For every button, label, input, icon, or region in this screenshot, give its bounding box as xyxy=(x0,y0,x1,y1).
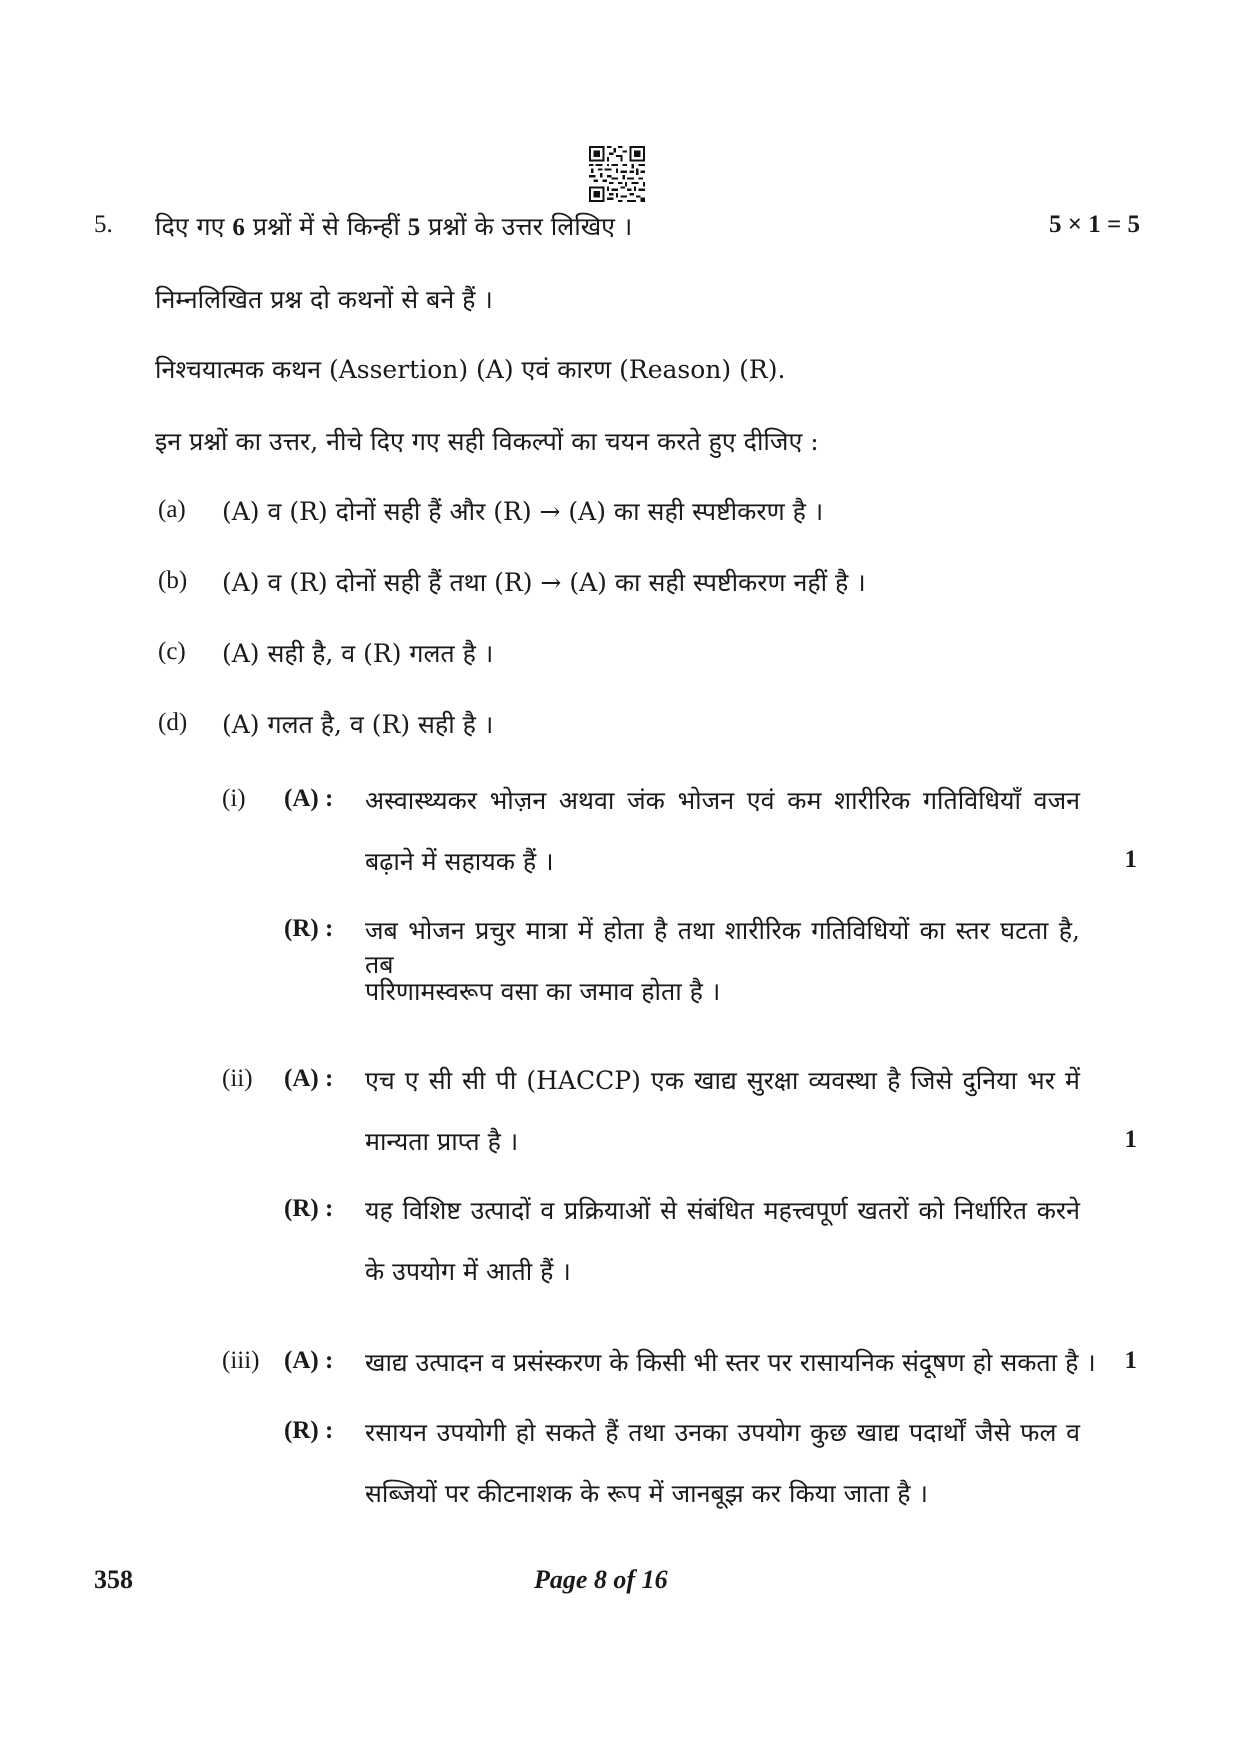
assertion-line1-iii: खाद्य उत्पादन व प्रसंस्करण के किसी भी स्तर पर रासायनिक संदूषण हो सकता है । xyxy=(365,1348,1096,1377)
item-number-iii: (iii) xyxy=(222,1347,260,1374)
reason-line2-i: परिणामस्वरूप वसा का जमाव होता है । xyxy=(365,977,721,1006)
instruction-mid: प्रश्नों में से किन्हीं xyxy=(244,212,408,241)
intro-line-3: इन प्रश्नों का उत्तर, नीचे दिए गए सही विकल्पों का चयन करते हुए दीजिए : xyxy=(155,427,819,456)
footer-code: 358 xyxy=(94,1565,133,1594)
question-instruction xyxy=(155,209,632,243)
assertion-label-ii: (A) : xyxy=(284,1065,334,1092)
assertion-line2-ii: मान्यता प्राप्त है । xyxy=(365,1127,519,1156)
option-label-d: (d) xyxy=(158,709,188,736)
reason-label-ii: (R) : xyxy=(284,1195,334,1222)
instruction-post: प्रश्नों के उत्तर लिखिए । xyxy=(420,212,633,241)
question-number: 5. xyxy=(94,211,113,238)
instruction-num-total: 6 xyxy=(232,214,245,241)
item-marks-i: 1 xyxy=(1124,846,1137,873)
option-text-c: (A) सही है, व (R) गलत है । xyxy=(222,639,494,668)
assertion-line2-i: बढ़ाने में सहायक हैं । xyxy=(365,847,554,876)
option-label-c: (c) xyxy=(158,638,186,665)
assertion-label-i: (A) : xyxy=(284,785,334,812)
question-marks: 5 × 1 = 5 xyxy=(1049,211,1140,238)
option-text-d: (A) गलत है, व (R) सही है । xyxy=(222,710,494,739)
instruction-num-attempt: 5 xyxy=(407,214,421,241)
reason-line2-iii: सब्जियों पर कीटनाशक के रूप में जानबूझ कर किया जाता है । xyxy=(365,1479,928,1508)
reason-line1-i: जब भोजन प्रचुर मात्रा में होता है तथा शारीरिक गतिविधियों का स्तर घटता है, तब xyxy=(365,916,1080,979)
item-number-ii: (ii) xyxy=(222,1065,253,1092)
reason-line1-iii: रसायन उपयोगी हो सकते हैं तथा उनका उपयोग कुछ खाद्य पदार्थों जैसे फल व xyxy=(365,1418,1080,1447)
intro-line-2: निश्चयात्मक कथन (Assertion) (A) एवं कारण (Reason) (R). xyxy=(155,355,786,384)
item-marks-ii: 1 xyxy=(1124,1126,1137,1153)
option-text-a: (A) व (R) दोनों सही हैं और (R) → (A) का सही स्पष्टीकरण है । xyxy=(222,497,824,526)
instruction-pre: दिए गए xyxy=(155,212,233,241)
option-label-b: (b) xyxy=(158,567,188,594)
item-marks-iii: 1 xyxy=(1124,1347,1137,1374)
footer-page-number: Page 8 of 16 xyxy=(534,1565,668,1594)
reason-label-iii: (R) : xyxy=(284,1417,334,1444)
assertion-line1-ii: एच ए सी सी पी (HACCP) एक खाद्य सुरक्षा व्यवस्था है जिसे दुनिया भर में xyxy=(365,1066,1080,1095)
reason-label-i: (R) : xyxy=(284,915,334,942)
option-label-a: (a) xyxy=(158,496,186,523)
assertion-label-iii: (A) : xyxy=(284,1347,334,1374)
option-text-b: (A) व (R) दोनों सही हैं तथा (R) → (A) का सही स्पष्टीकरण नहीं है । xyxy=(222,568,866,597)
item-number-i: (i) xyxy=(222,785,246,812)
reason-line2-ii: के उपयोग में आती हैं । xyxy=(365,1257,571,1286)
intro-line-1: निम्नलिखित प्रश्न दो कथनों से बने हैं । xyxy=(155,285,493,314)
assertion-line1-i: अस्वास्थ्यकर भोज़न अथवा जंक भोजन एवं कम शारीरिक गतिविधियाँ वजन xyxy=(365,786,1080,815)
qr-code-icon xyxy=(589,144,645,204)
reason-line1-ii: यह विशिष्ट उत्पादों व प्रक्रियाओं से संबंधित महत्त्वपूर्ण खतरों को निर्धारित करने xyxy=(365,1196,1080,1225)
